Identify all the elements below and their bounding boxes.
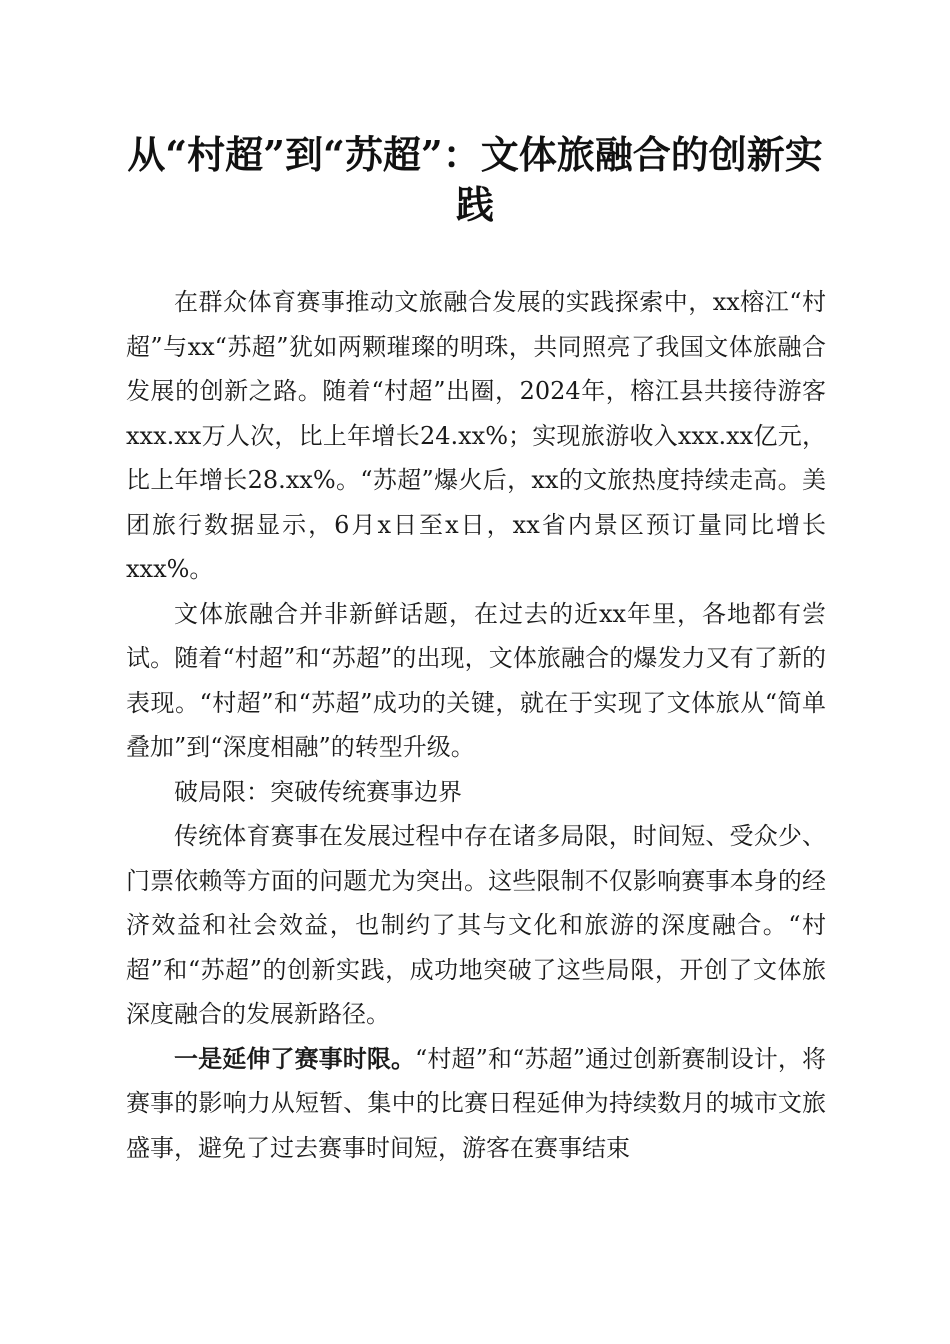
paragraph-first-point	[126, 1037, 826, 1171]
paragraph-intro: 在群众体育赛事推动文旅融合发展的实践探索中，xx榕江“村超”与xx“苏超”犹如两颗璀璨的明珠，共同照亮了我国文体旅融合发展的创新之路。随着“村超”出圈，2024年，榕江县共接待游客xxx.xx万人次，比上年增长24.xx%；实现旅游收入xxx.xx亿元，比上年增长28.xx%。“苏超”爆火后，xx的文旅热度持续走高。美团旅行数据显示，6月x日至x日，xx省内景区预订量同比增长xxx%。	[126, 288, 826, 583]
section-heading: 破局限：突破传统赛事边界	[174, 777, 462, 806]
document-body	[126, 280, 826, 1170]
page-title: 从“村超”到“苏超”：文体旅融合的创新实践	[127, 132, 823, 227]
paragraph-first-point-text: “村超”和“苏超”通过创新赛制设计，将赛事的影响力从短暂、集中的比赛日程延伸为持续数月的城市文旅盛事，避免了过去赛事时间短，游客在赛事结束	[126, 1044, 827, 1162]
paragraph-integration: 文体旅融合并非新鲜话题，在过去的近xx年里，各地都有尝试。随着“村超”和“苏超”的出现，文体旅融合的爆发力又有了新的表现。“村超”和“苏超”成功的关键，就在于实现了文体旅从“简单叠加”到“深度相融”的转型升级。	[126, 599, 826, 761]
paragraph-limitations: 传统体育赛事在发展过程中存在诸多局限，时间短、受众少、门票依赖等方面的问题尤为突出。这些限制不仅影响赛事本身的经济效益和社会效益，也制约了其与文化和旅游的深度融合。“村超”和“苏超”的创新实践，成功地突破了这些局限，开创了文体旅深度融合的发展新路径。	[126, 822, 826, 1028]
paragraph-lead: 一是延伸了赛事时限。	[174, 1043, 416, 1073]
